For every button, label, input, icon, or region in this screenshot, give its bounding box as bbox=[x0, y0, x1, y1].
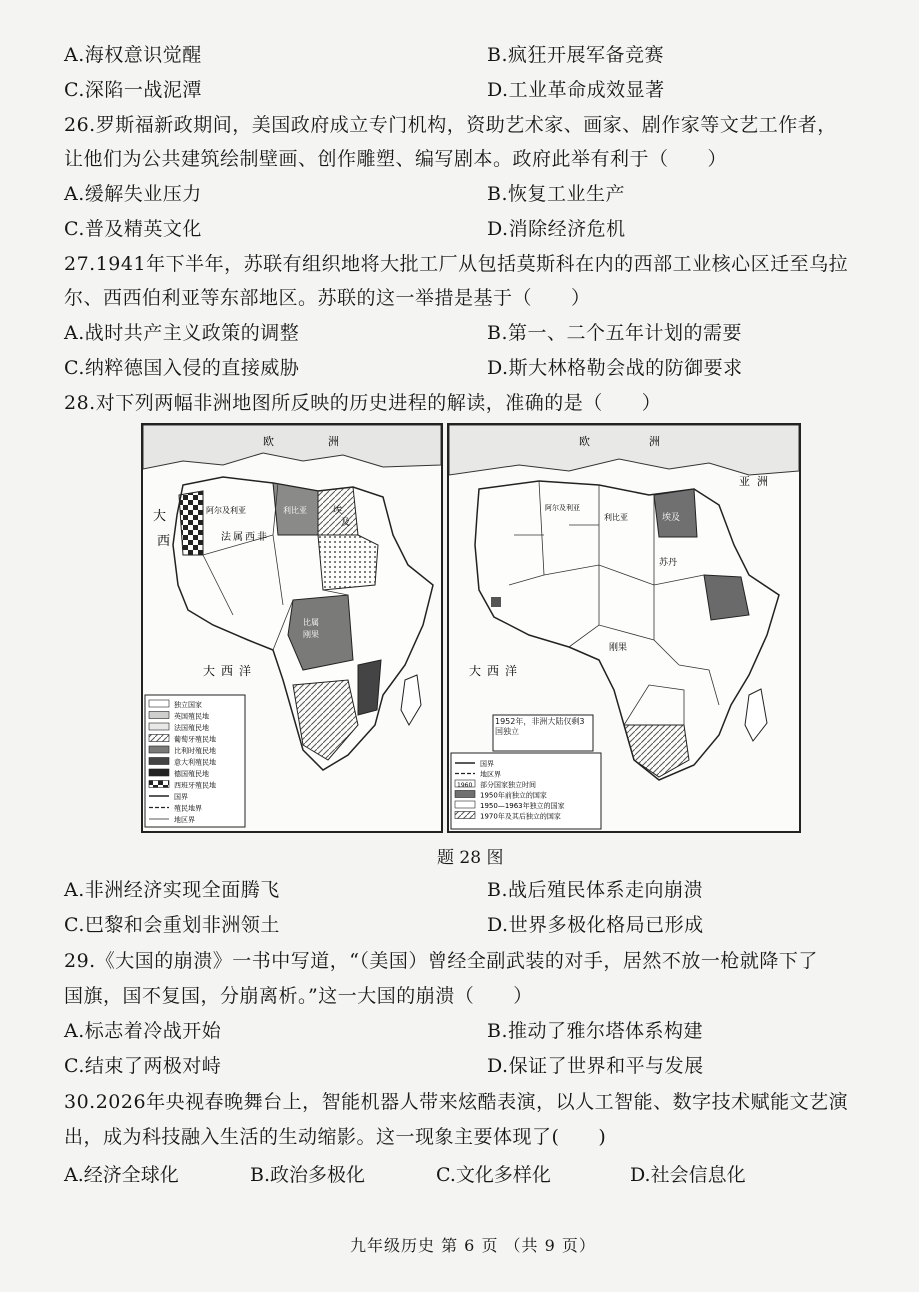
legend-swatch bbox=[149, 758, 169, 765]
map-left-label-4: 阿尔及利亚 bbox=[206, 506, 246, 515]
map-right-label-4: 埃及 bbox=[662, 513, 681, 523]
map-left-label-14: 大 bbox=[203, 664, 216, 678]
africa-map-colonial-drawing bbox=[143, 425, 441, 831]
map-right-label-5: 利比亚 bbox=[604, 513, 628, 522]
q28-option-b: B.战后殖民体系走向崩溃 bbox=[487, 879, 704, 901]
legend-label: 1950—1963年独立的国家 bbox=[480, 802, 565, 810]
legend-label: 1950年前独立的国家 bbox=[480, 791, 547, 800]
map-left-label-12: 比属 bbox=[303, 618, 319, 627]
page-footer: 九年级历史 第 6 页 （共 9 页） bbox=[350, 1236, 596, 1255]
q26-option-b: B.恢复工业生产 bbox=[487, 183, 626, 205]
q30-option-d: D.社会信息化 bbox=[630, 1164, 746, 1186]
map-right-label-2: 亚 bbox=[739, 475, 750, 488]
map-right-label-10: 西 bbox=[487, 664, 500, 678]
map-left-label-0: 欧 bbox=[263, 435, 274, 448]
q29-stem-line-1: 29.《大国的崩溃》一书中写道，“（美国）曾经全副武装的对手，居然不放一枪就降下了 bbox=[64, 950, 818, 972]
map-right-label-7: 苏丹 bbox=[659, 558, 678, 568]
map-right-label-3: 洲 bbox=[757, 475, 768, 488]
map-left-label-10: 西 bbox=[245, 532, 255, 543]
q29-option-d: D.保证了世界和平与发展 bbox=[487, 1055, 704, 1077]
q27-option-d: D.斯大林格勒会战的防御要求 bbox=[487, 357, 743, 379]
legend-label: 葡萄牙殖民地 bbox=[174, 735, 216, 744]
q27-stem-line-2: 尔、西西伯利亚等东部地区。苏联的这一举措是基于（ ） bbox=[64, 287, 591, 309]
q26-option-c: C.普及精英文化 bbox=[64, 218, 202, 240]
q25-option-d: D.工业革命成效显著 bbox=[487, 79, 665, 101]
q29-option-b: B.推动了雅尔塔体系构建 bbox=[487, 1020, 704, 1042]
map-left-label-1: 洲 bbox=[328, 435, 339, 448]
q25-option-a: A.海权意识觉醒 bbox=[64, 44, 202, 66]
q29-option-a: A.标志着冷战开始 bbox=[64, 1020, 222, 1042]
map-right-label-6: 阿尔及利亚 bbox=[545, 504, 580, 512]
legend-label: 殖民地界 bbox=[174, 804, 202, 813]
q27-option-b: B.第一、二个五年计划的需要 bbox=[487, 322, 743, 344]
map-right-label-11: 洋 bbox=[505, 664, 518, 678]
africa-map-independence bbox=[447, 423, 801, 833]
q25-option-c: C.深陷一战泥潭 bbox=[64, 79, 202, 101]
legend-label: 西班牙殖民地 bbox=[174, 781, 216, 790]
q30-stem-line-1: 30.2026年央视春晚舞台上，智能机器人带来炫酷表演，以人工智能、数字技术赋能文艺演 bbox=[64, 1091, 849, 1113]
q26-option-a: A.缓解失业压力 bbox=[64, 183, 202, 205]
map-right-label-1: 洲 bbox=[649, 435, 660, 448]
legend-label: 国界 bbox=[480, 760, 494, 768]
map-left-label-11: 非 bbox=[257, 532, 267, 543]
map-left-label-2: 大 bbox=[153, 509, 167, 524]
legend-swatch bbox=[149, 781, 169, 788]
map-left-label-15: 西 bbox=[221, 664, 234, 678]
legend-swatch bbox=[149, 746, 169, 753]
q30-option-b: B.政治多极化 bbox=[250, 1164, 366, 1186]
q26-stem-line-1: 26.罗斯福新政期间，美国政府成立专门机构，资助艺术家、画家、剧作家等文艺工作者， bbox=[64, 114, 837, 136]
map-right-label-9: 大 bbox=[469, 664, 482, 678]
legend-swatch bbox=[149, 735, 169, 742]
africa-map-independence-drawing bbox=[449, 425, 799, 831]
q25-option-b: B.疯狂开展军备竞赛 bbox=[487, 44, 665, 66]
legend-label: 英国殖民地 bbox=[174, 712, 209, 721]
legend-label: 部分国家独立时间 bbox=[480, 781, 536, 789]
q30-stem-line-2: 出，成为科技融入生活的生动缩影。这一现象主要体现了( ) bbox=[64, 1126, 607, 1148]
legend-swatch bbox=[149, 700, 169, 707]
q26-stem-line-2: 让他们为公共建筑绘制壁画、创作雕塑、编写剧本。政府此举有利于（ ） bbox=[64, 148, 728, 170]
legend-swatch bbox=[455, 801, 475, 808]
legend-label: 地区界 bbox=[480, 770, 501, 779]
map-left-label-13: 刚果 bbox=[303, 630, 319, 639]
map-left-label-3: 西 bbox=[157, 534, 171, 549]
legend-label: 德国殖民地 bbox=[174, 770, 209, 778]
legend-label: 独立国家 bbox=[174, 701, 202, 709]
q30-option-c: C.文化多样化 bbox=[436, 1164, 551, 1186]
map-right-label-8: 刚果 bbox=[609, 643, 628, 653]
q29-option-c: C.结束了两极对峙 bbox=[64, 1055, 222, 1077]
q27-stem-line-1: 27.1941年下半年，苏联有组织地将大批工厂从包括莫斯科在内的西部工业核心区迁至乌拉 bbox=[64, 253, 849, 275]
map-right-label-0: 欧 bbox=[579, 435, 590, 448]
q29-stem-line-2: 国旗，国不复国，分崩离析。”这一大国的崩溃（ ） bbox=[64, 985, 533, 1007]
africa-map-colonial bbox=[141, 423, 443, 833]
q28-stem: 28.对下列两幅非洲地图所反映的历史进程的解读，准确的是（ ） bbox=[64, 392, 662, 414]
legend-year-sample: 1960 bbox=[457, 782, 473, 789]
map-right-note: 1952年，非洲大陆仅剩3国独立 bbox=[495, 717, 585, 736]
map-left-label-9: 属 bbox=[233, 532, 243, 543]
q26-option-d: D.消除经济危机 bbox=[487, 218, 626, 240]
figure-caption: 题 28 图 bbox=[437, 848, 504, 868]
map-left-label-5: 利比亚 bbox=[283, 506, 307, 515]
legend-label: 法国殖民地 bbox=[174, 724, 209, 732]
africa-maps-figure bbox=[141, 423, 801, 833]
legend-swatch bbox=[149, 769, 169, 776]
q28-option-a: A.非洲经济实现全面腾飞 bbox=[64, 879, 280, 901]
legend-swatch bbox=[149, 712, 169, 719]
map-left-label-16: 洋 bbox=[239, 664, 252, 678]
q27-option-c: C.纳粹德国入侵的直接威胁 bbox=[64, 357, 300, 379]
q27-option-a: A.战时共产主义政策的调整 bbox=[64, 322, 300, 344]
legend-label: 比利时殖民地 bbox=[174, 747, 216, 755]
q30-option-a: A.经济全球化 bbox=[64, 1164, 179, 1186]
q28-option-d: D.世界多极化格局已形成 bbox=[487, 914, 704, 936]
q28-option-c: C.巴黎和会重划非洲领土 bbox=[64, 914, 280, 936]
legend-label: 意大利殖民地 bbox=[174, 758, 216, 767]
map-left-label-6: 埃 bbox=[333, 506, 343, 516]
map-left-label-8: 法 bbox=[221, 532, 231, 543]
legend-label: 1970年及其后独立的国家 bbox=[480, 812, 561, 821]
legend-label: 地区界 bbox=[174, 816, 195, 824]
legend-swatch bbox=[455, 791, 475, 798]
map-left-label-7: 及 bbox=[341, 518, 351, 528]
legend-swatch bbox=[149, 723, 169, 730]
legend-label: 国界 bbox=[174, 793, 188, 801]
q30-options bbox=[64, 1160, 824, 1186]
legend-swatch bbox=[455, 812, 475, 819]
